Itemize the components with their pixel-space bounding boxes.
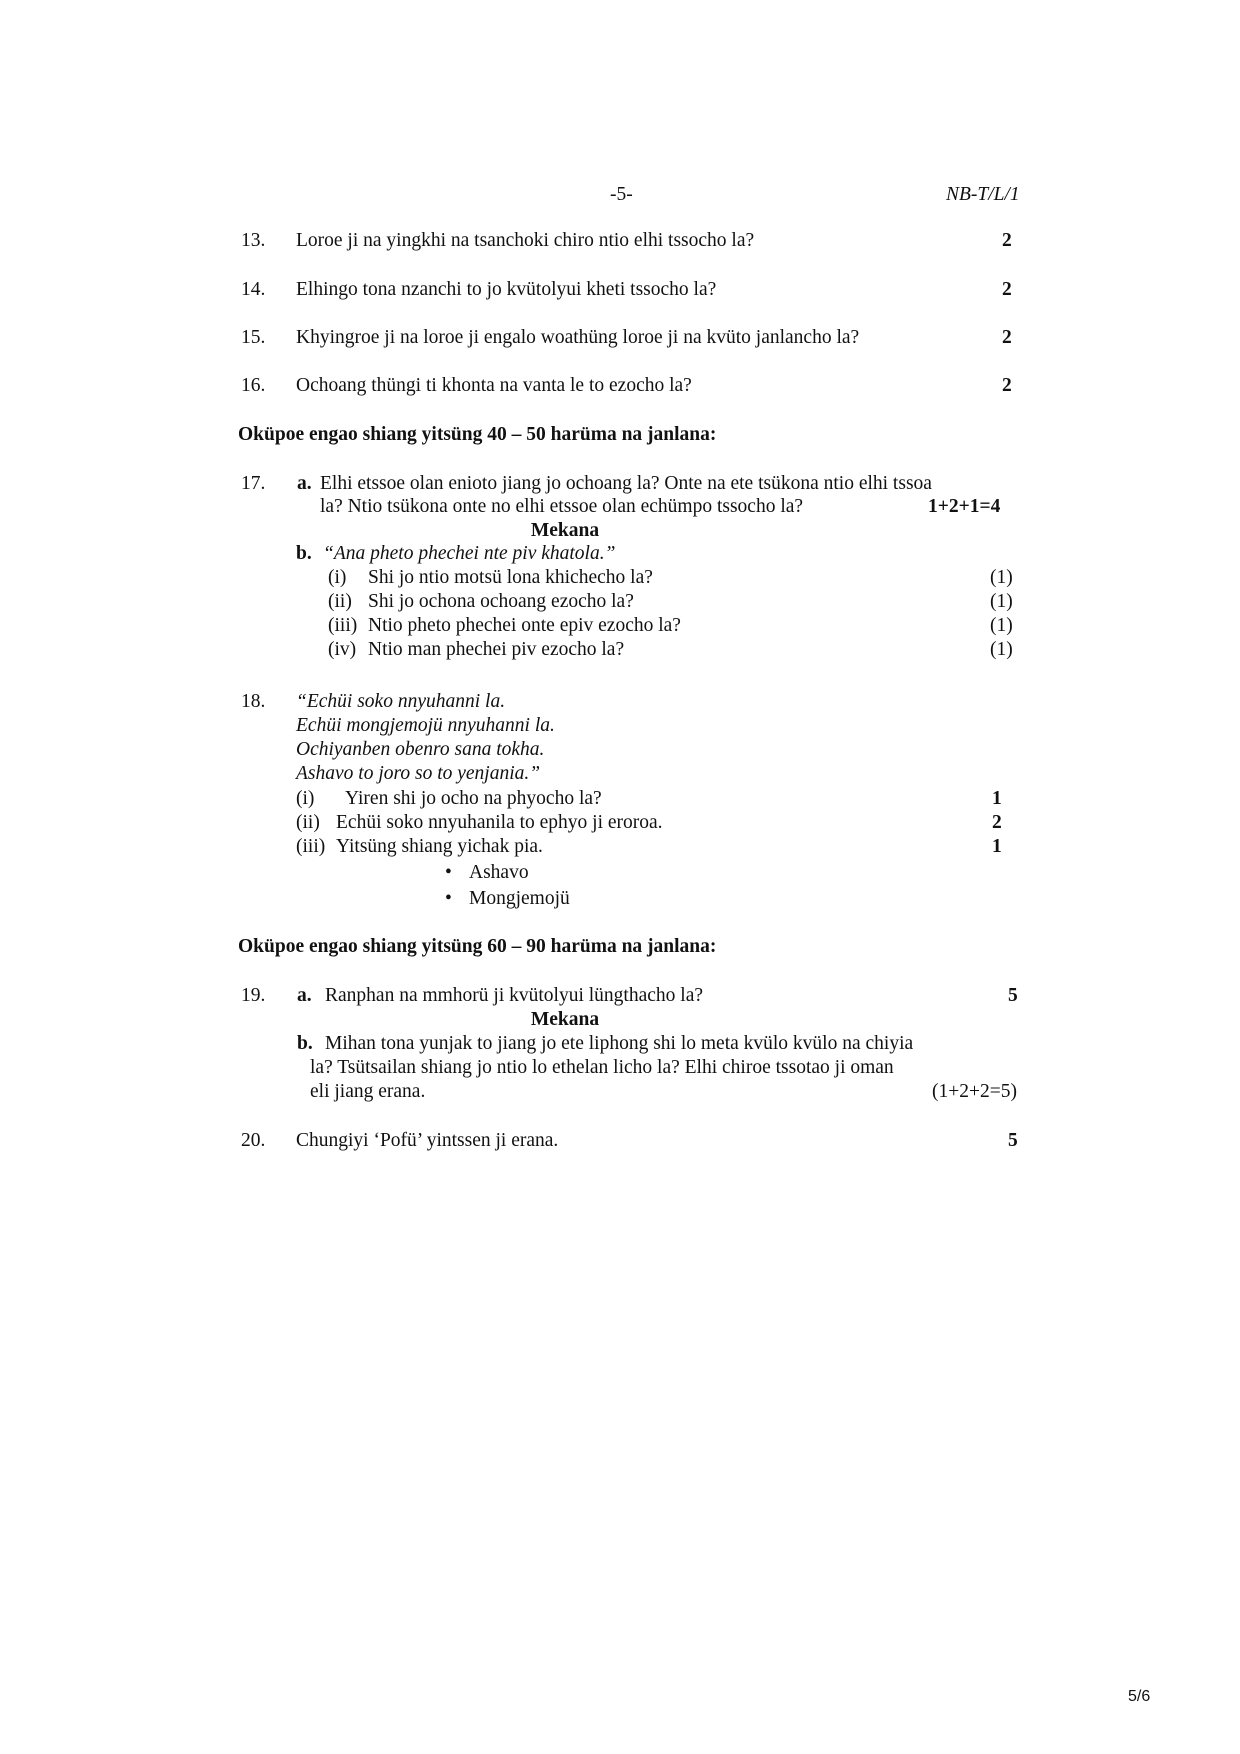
question-number: 17.	[241, 473, 266, 494]
question-marks: 5	[1008, 985, 1018, 1006]
section-heading: Oküpoe engao shiang yitsüng 40 – 50 harüma na janlana:	[238, 424, 717, 445]
question-text: Ochoang thüngi ti khonta na vanta le to ezocho la?	[296, 375, 692, 396]
page-number: -5-	[610, 184, 633, 205]
question-number: 14.	[241, 279, 266, 300]
list-item: • Ashavo	[469, 862, 529, 884]
subpart-text: Echüi soko nnyuhanila to ephyo ji eroroa.	[336, 812, 663, 833]
footer-page-count: 5/6	[1128, 1688, 1151, 1705]
or-label: Mekana	[530, 1009, 600, 1030]
question-text: Elhingo tona nzanchi to jo kvütolyui kheti tssocho la?	[296, 279, 717, 300]
question-text: la? Tsütsailan shiang jo ntio lo ethelan licho la? Elhi chiroe tssotao ji oman	[310, 1057, 894, 1078]
poem-line: Echüi mongjemojü nnyuhanni la.	[296, 715, 555, 736]
question-number: 13.	[241, 230, 266, 251]
question-text: Ranphan na mmhorü ji kvütolyui lüngthacho la?	[325, 985, 704, 1006]
question-number: 16.	[241, 375, 266, 396]
question-marks: (1+2+2=5)	[932, 1081, 1017, 1102]
subpart-label: (ii)	[328, 591, 352, 612]
poem-line: Ochiyanben obenro sana tokha.	[296, 739, 545, 760]
subpart-marks: (1)	[990, 639, 1013, 660]
subpart-marks: (1)	[990, 591, 1013, 612]
or-label: Mekana	[530, 520, 600, 541]
question-text: Elhi etssoe olan enioto jiang jo ochoang la? Onte na ete tsükona ntio elhi tssoa	[320, 473, 932, 494]
subpart-marks: 1	[992, 836, 1002, 857]
subpart-label: (i)	[328, 567, 347, 588]
subpart-text: Ntio man phechei piv ezocho la?	[368, 639, 625, 660]
subpart-marks: (1)	[990, 567, 1013, 588]
question-text: Khyingroe ji na loroe ji engalo woathüng loroe ji na kvüto janlancho la?	[296, 327, 860, 348]
question-marks: 1+2+1=4	[928, 496, 1001, 517]
question-text: Mihan tona yunjak to jiang jo ete liphong shi lo meta kvülo kvülo na chiyia	[325, 1033, 914, 1054]
poem-line: Ashavo to joro so to yenjania.”	[296, 763, 541, 784]
question-text: eli jiang erana.	[310, 1081, 426, 1102]
part-label: a.	[297, 985, 312, 1006]
question-marks: 2	[1002, 230, 1012, 251]
question-number: 20.	[241, 1130, 266, 1151]
paper-code: NB-T/L/1	[946, 184, 1020, 205]
subpart-text: Ntio pheto phechei onte epiv ezocho la?	[368, 615, 681, 636]
question-marks: 2	[1002, 327, 1012, 348]
subpart-label: (iii)	[296, 836, 326, 857]
subpart-label: (iii)	[328, 615, 358, 636]
section-heading: Oküpoe engao shiang yitsüng 60 – 90 harüma na janlana:	[238, 936, 717, 957]
part-label: b.	[297, 1033, 313, 1054]
part-label: b.	[296, 543, 312, 564]
question-number: 18.	[241, 691, 266, 712]
subpart-marks: (1)	[990, 615, 1013, 636]
subpart-marks: 2	[992, 812, 1002, 833]
question-number: 19.	[241, 985, 266, 1006]
poem-line: “Echüi soko nnyuhanni la.	[296, 691, 506, 712]
subpart-text: Yitsüng shiang yichak pia.	[336, 836, 543, 857]
question-marks: 2	[1002, 279, 1012, 300]
question-text: Chungiyi ‘Pofü’ yintssen ji erana.	[296, 1130, 559, 1151]
part-label: a.	[297, 473, 312, 494]
question-number: 15.	[241, 327, 266, 348]
subpart-marks: 1	[992, 788, 1002, 809]
quote-text: “Ana pheto phechei nte piv khatola.”	[323, 543, 616, 564]
subpart-label: (ii)	[296, 812, 320, 833]
question-text: la? Ntio tsükona onte no elhi etssoe olan echümpo tssocho la?	[320, 496, 804, 517]
subpart-text: Shi jo ochona ochoang ezocho la?	[368, 591, 634, 612]
subpart-text: Shi jo ntio motsü lona khichecho la?	[368, 567, 653, 588]
subpart-text: Yiren shi jo ocho na phyocho la?	[345, 788, 602, 809]
question-marks: 5	[1008, 1130, 1018, 1151]
question-text: Loroe ji na yingkhi na tsanchoki chiro ntio elhi tssocho la?	[296, 230, 755, 251]
subpart-label: (i)	[296, 788, 315, 809]
question-marks: 2	[1002, 375, 1012, 396]
subpart-label: (iv)	[328, 639, 357, 660]
list-item: • Mongjemojü	[469, 888, 570, 910]
